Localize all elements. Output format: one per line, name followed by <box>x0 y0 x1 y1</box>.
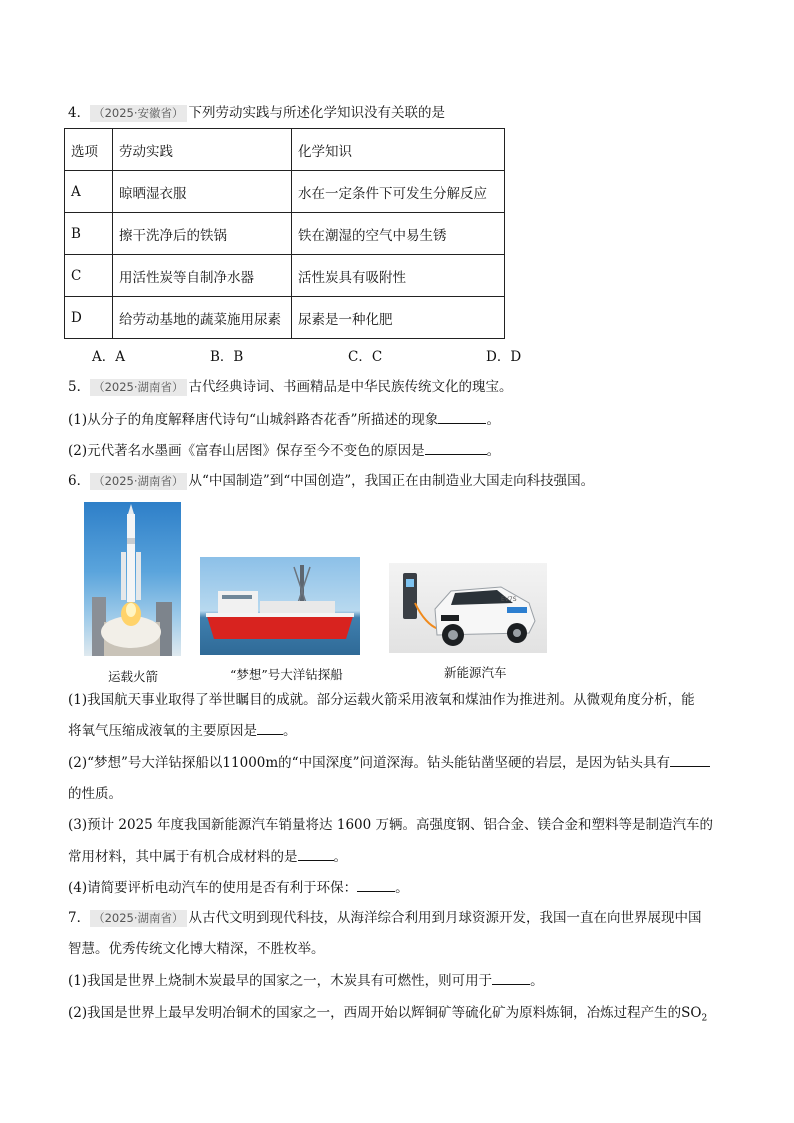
q5-sub1-end: 。 <box>486 412 500 428</box>
q7-stem-line <box>68 908 702 928</box>
q6-sub1-text: 将氧气压缩成液氧的主要原因是 <box>68 723 257 739</box>
q6-number: 6． <box>68 473 91 489</box>
option-d[interactable]: D．D <box>486 349 522 365</box>
q4-stem: 下列劳动实践与所述化学知识没有关联的是 <box>188 105 446 121</box>
q7-sub1-text: (1)我国是世界上烧制木炭最早的国家之一，木炭具有可燃性，则可用于 <box>68 973 493 989</box>
table-cell: 用活性炭等自制净水器 <box>113 255 292 297</box>
q6-sub3-line2 <box>68 846 347 867</box>
q6-sub3-end: 。 <box>333 849 347 865</box>
q6-sub2-line1 <box>68 752 710 773</box>
answer-blank[interactable] <box>298 846 334 861</box>
table-cell: 水在一定条件下可发生分解反应 <box>292 171 505 213</box>
table-cell: 活性炭具有吸附性 <box>292 255 505 297</box>
answer-blank[interactable] <box>425 440 487 455</box>
ship-photo <box>200 557 360 655</box>
q4-table <box>64 128 505 339</box>
rocket-photo <box>84 502 181 656</box>
q7-number: 7． <box>68 910 91 926</box>
so2-subscript: 2 <box>701 1013 708 1024</box>
table-header-cell: 劳动实践 <box>113 129 292 171</box>
so2-formula: SO <box>681 1005 702 1021</box>
ship-caption: “梦想”号大洋钻探船 <box>230 667 343 682</box>
q5-sub2-text: (2)元代著名水墨画《富春山居图》保存至今不变色的原因是 <box>68 443 425 459</box>
q6-stem: 从“中国制造”到“中国创造”，我国正在由制造业大国走向科技强国。 <box>188 473 595 489</box>
option-b[interactable]: B．B <box>210 349 244 365</box>
q6-stem-line <box>68 471 594 491</box>
car-caption: 新能源汽车 <box>444 665 507 680</box>
car-icon <box>389 563 547 653</box>
table-row <box>65 297 505 339</box>
q6-sub2-line2: 的性质。 <box>68 786 122 802</box>
q5-source-tag: （2025·湖南省） <box>90 379 186 396</box>
q5-stem-line <box>68 377 513 397</box>
q6-sub3-line1: (3)预计 2025 年度我国新能源汽车销量将达 1600 万辆。高强度钢、铝合金、镁合金和塑料等是制造汽车的 <box>68 817 713 833</box>
q4-options <box>92 345 532 365</box>
q4-stem-line <box>68 103 445 123</box>
answer-blank[interactable] <box>357 877 395 892</box>
q7-sub1-end: 。 <box>530 973 544 989</box>
q7-sub2 <box>68 1003 707 1029</box>
q6-sub4 <box>68 877 409 898</box>
q5-number: 5． <box>68 379 91 395</box>
q6-sub3-text: 常用材料，其中属于有机合成材料的是 <box>68 849 298 865</box>
q7-sub2-text: (2)我国是世界上最早发明冶铜术的国家之一，西周开始以辉铜矿等硫化矿为原料炼铜，冶炼过程产生的 <box>68 1005 682 1021</box>
table-cell: D <box>65 297 113 339</box>
q5-stem: 古代经典诗词、书画精品是中华民族传统文化的瑰宝。 <box>188 379 513 395</box>
table-cell: 晾晒湿衣服 <box>113 171 292 213</box>
answer-blank[interactable] <box>670 752 710 767</box>
table-header-row <box>65 129 505 171</box>
table-row <box>65 213 505 255</box>
answer-blank[interactable] <box>257 720 283 735</box>
ship-icon <box>200 557 360 655</box>
option-a[interactable]: A．A <box>92 349 125 365</box>
car-badge: EV7S <box>501 596 517 603</box>
answer-blank[interactable] <box>492 970 530 985</box>
q7-sub1 <box>68 970 544 991</box>
q6-sub4-end: 。 <box>395 880 409 896</box>
q4-source-tag: （2025·安徽省） <box>90 105 186 122</box>
answer-blank[interactable] <box>438 409 486 424</box>
q7-source-tag: （2025·湖南省） <box>90 910 186 927</box>
q6-source-tag: （2025·湖南省） <box>90 473 186 490</box>
q6-sub1-line2 <box>68 720 297 741</box>
q5-sub2-end: 。 <box>486 443 501 459</box>
q6-sub1-line1: (1)我国航天事业取得了举世瞩目的成就。部分运载火箭采用液氧和煤油作为推进剂。从微观角度分析，能 <box>68 692 695 708</box>
q6-sub4-text: (4)请简要评析电动汽车的使用是否有利于环保： <box>68 880 358 896</box>
table-header-cell: 选项 <box>65 129 113 171</box>
car-photo <box>389 563 547 653</box>
q6-sub1-end: 。 <box>283 723 297 739</box>
table-row <box>65 171 505 213</box>
table-cell: 给劳动基地的蔬菜施用尿素 <box>113 297 292 339</box>
q7-stem: 从古代文明到现代科技，从海洋综合利用到月球资源开发，我国一直在向世界展现中国 <box>188 910 702 926</box>
table-cell: C <box>65 255 113 297</box>
option-c[interactable]: C．C <box>348 349 383 365</box>
rocket-icon <box>84 502 181 656</box>
q5-sub2 <box>68 440 500 461</box>
table-cell: B <box>65 213 113 255</box>
table-header-cell: 化学知识 <box>292 129 505 171</box>
table-cell: 尿素是一种化肥 <box>292 297 505 339</box>
table-cell: 擦干洗净后的铁锅 <box>113 213 292 255</box>
q7-stem-line2: 智慧。优秀传统文化博大精深，不胜枚举。 <box>68 941 325 957</box>
rocket-caption: 运载火箭 <box>108 669 159 684</box>
table-cell: 铁在潮湿的空气中易生锈 <box>292 213 505 255</box>
table-cell: A <box>65 171 113 213</box>
q6-sub2-text: (2)“梦想”号大洋钻探船以11000m的“中国深度”问道深海。钻头能钻凿坚硬的岩层，是因为钻头具有 <box>68 755 670 771</box>
q5-sub1-text: (1)从分子的角度解释唐代诗句“山城斜路杏花香”所描述的现象 <box>68 412 439 428</box>
q4-number: 4． <box>68 105 91 121</box>
table-row <box>65 255 505 297</box>
q5-sub1 <box>68 409 500 430</box>
